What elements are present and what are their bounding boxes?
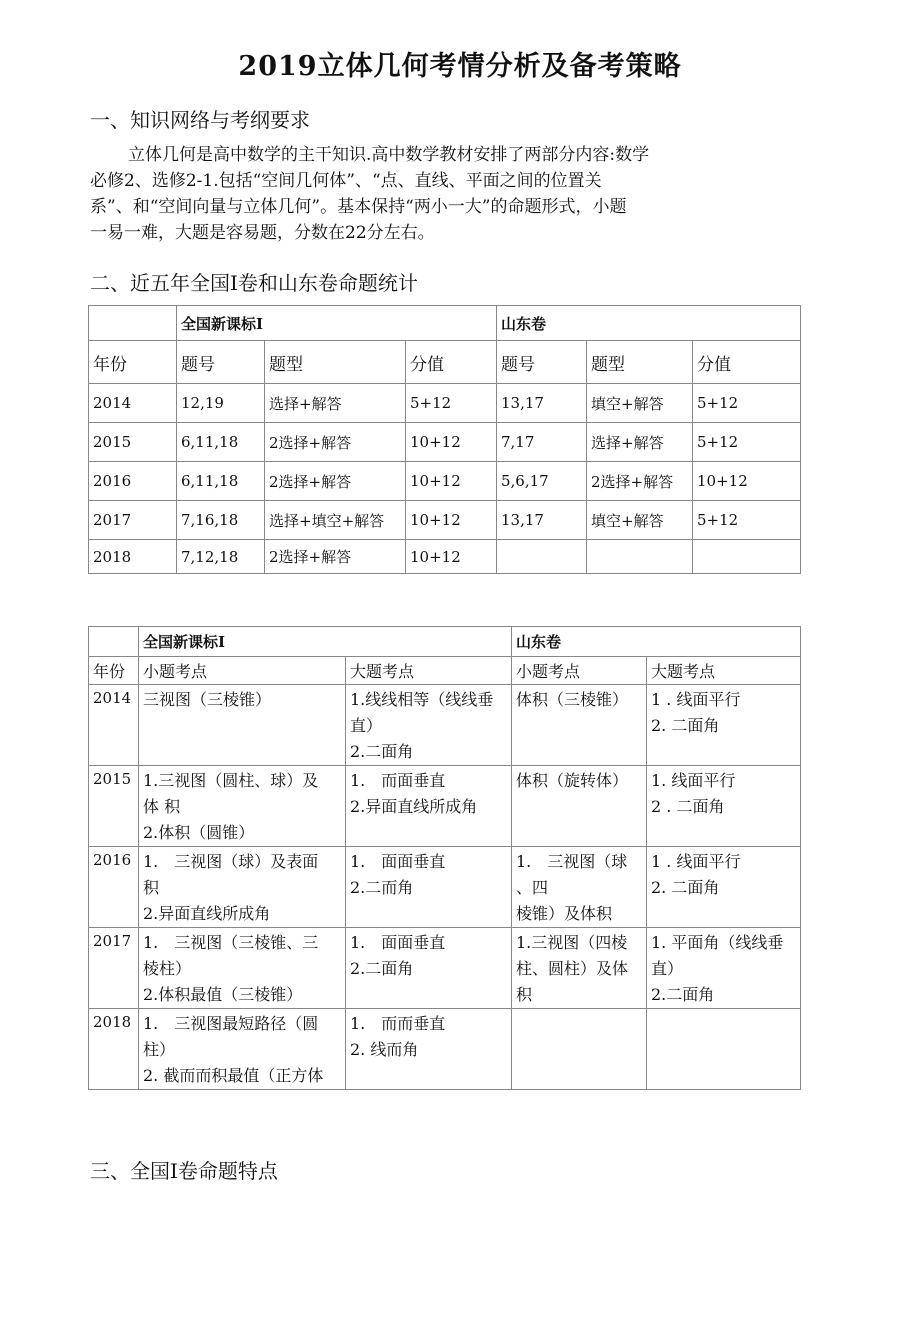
paragraph-line: 系”、和“空间向量与立体几何”。基本保持“两小一大”的命题形式，小题 (90, 197, 627, 217)
cell: 5+12 (693, 384, 801, 423)
cell-year: 2018 (89, 1009, 139, 1090)
col-year: 年份 (89, 341, 177, 384)
cell-line: 2.异面直线所成角 (350, 797, 478, 816)
cell-line: 2. 截而而积最值（正方体 (143, 1066, 324, 1085)
cell: 10+12 (406, 462, 497, 501)
cell-line: 棱柱） (143, 959, 192, 978)
cell-line: 直） (651, 959, 684, 978)
table-row (89, 685, 801, 766)
exam-statistics-table (88, 305, 801, 574)
page-title: 2019立体几何考情分析及备考策略 (238, 51, 682, 82)
cell-year: 2015 (89, 766, 139, 847)
cell: 10+12 (406, 423, 497, 462)
cell-line: 直） (350, 716, 383, 735)
cell: 5+12 (693, 423, 801, 462)
table-row (89, 1009, 801, 1090)
cell-nat-big (346, 1009, 512, 1090)
table-row (89, 928, 801, 1009)
col-big: 大题考点 (647, 657, 801, 685)
table-row (89, 462, 801, 501)
cell-line: 1.三视图（四棱 (516, 933, 628, 952)
cell-nat-big (346, 928, 512, 1009)
cell-sd-big (647, 766, 801, 847)
section-heading-3: 三、全国Ⅰ卷命题特点 (90, 1159, 278, 1183)
cell: 6,11,18 (177, 462, 265, 501)
cell: 10+12 (406, 501, 497, 540)
col-small: 小题考点 (512, 657, 647, 685)
cell: 填空+解答 (587, 501, 693, 540)
cell: 12,19 (177, 384, 265, 423)
cell-line: 1.三视图（圆柱、球）及 (143, 771, 319, 790)
cell: 5,6,17 (497, 462, 587, 501)
col-big: 大题考点 (346, 657, 512, 685)
cell-line: 2.体积最值（三棱锥） (143, 985, 303, 1004)
table-row (89, 384, 801, 423)
cell-line: 1.线线相等（线线垂 (350, 690, 494, 709)
cell-line: 体 积 (143, 797, 181, 816)
cell: 5+12 (406, 384, 497, 423)
cell-line: 1. 面面垂直 (350, 933, 446, 952)
topic-points-table (88, 626, 801, 1090)
col-qtype: 题型 (265, 341, 406, 384)
table-column-header-row (89, 341, 801, 384)
cell-year: 2016 (89, 847, 139, 928)
cell: 选择+解答 (587, 423, 693, 462)
cell-line: 2.二面角 (350, 742, 414, 761)
cell-sd-small (512, 1009, 647, 1090)
cell-nat-small (139, 766, 346, 847)
cell-line: 2. 线而角 (350, 1040, 419, 1059)
cell-line: 1. 而而垂直 (350, 1014, 446, 1033)
cell: 7,17 (497, 423, 587, 462)
table-column-header-row (89, 657, 801, 685)
cell-line: 1. 三视图（三棱锥、三 (143, 933, 319, 952)
col-small: 小题考点 (139, 657, 346, 685)
cell-line: 1. 线面平行 (651, 771, 736, 790)
cell: 10+12 (693, 462, 801, 501)
cell-year: 2015 (89, 423, 177, 462)
paragraph-line: 立体几何是高中数学的主干知识.高中数学教材安排了两部分内容:数学 (128, 145, 650, 165)
cell-line: 柱） (143, 1040, 176, 1059)
table-row (89, 847, 801, 928)
cell: 7,16,18 (177, 501, 265, 540)
cell-line: 积 (143, 878, 160, 897)
cell: 5+12 (693, 501, 801, 540)
cell (497, 540, 587, 574)
cell-line: 2.体积（圆锥） (143, 823, 255, 842)
cell: 2选择+解答 (265, 423, 406, 462)
cell-line: 棱锥）及体积 (516, 904, 613, 923)
cell-line: 2.二面角 (651, 985, 715, 1004)
cell: 2选择+解答 (587, 462, 693, 501)
table-row (89, 501, 801, 540)
cell-line: 1. 三视图（球）及表面 (143, 852, 319, 871)
cell: 13,17 (497, 501, 587, 540)
cell: 10+12 (406, 540, 497, 574)
cell-line: 1 . 线面平行 (651, 690, 741, 709)
cell-nat-small (139, 928, 346, 1009)
cell: 选择+解答 (265, 384, 406, 423)
cell-line: 体积（旋转体） (516, 771, 629, 790)
section-heading-1: 一、知识网络与考纲要求 (90, 108, 310, 132)
cell: 6,11,18 (177, 423, 265, 462)
paragraph-line: 必修2、选修2-1.包括“空间几何体”、“点、直线、平面之间的位置关 (90, 171, 602, 191)
cell-line: 1 . 线面平行 (651, 852, 741, 871)
cell-sd-big (647, 685, 801, 766)
cell-line: 1. 面面垂直 (350, 852, 446, 871)
col-score: 分值 (693, 341, 801, 384)
cell-sd-big (647, 847, 801, 928)
cell: 2选择+解答 (265, 540, 406, 574)
col-qtype: 题型 (587, 341, 693, 384)
cell (587, 540, 693, 574)
cell-line: 积 (516, 985, 533, 1004)
cell-line: 三视图（三棱锥） (143, 690, 272, 709)
cell-line: 2.异面直线所成角 (143, 904, 271, 923)
cell (693, 540, 801, 574)
cell-sd-big (647, 928, 801, 1009)
cell-year: 2014 (89, 384, 177, 423)
cell-line: 、四 (516, 878, 549, 897)
cell-nat-big (346, 685, 512, 766)
cell: 13,17 (497, 384, 587, 423)
cell-line: 体积（三棱锥） (516, 690, 629, 709)
cell-line: 2. 二面角 (651, 878, 720, 897)
cell-line: 1. 而面垂直 (350, 771, 446, 790)
cell: 选择+填空+解答 (265, 501, 406, 540)
table-row (89, 766, 801, 847)
cell-nat-small (139, 685, 346, 766)
cell: 填空+解答 (587, 384, 693, 423)
cell-line: 2.二面角 (350, 959, 414, 978)
col-score: 分值 (406, 341, 497, 384)
cell-sd-small (512, 847, 647, 928)
cell-line: 1. 平面角（线线垂 (651, 933, 784, 952)
col-qnum: 题号 (497, 341, 587, 384)
cell-year: 2016 (89, 462, 177, 501)
col-qnum: 题号 (177, 341, 265, 384)
col-year: 年份 (89, 657, 139, 685)
cell-sd-small (512, 685, 647, 766)
group-shandong: 山东卷 (497, 306, 801, 341)
cell-sd-small (512, 766, 647, 847)
cell: 7,12,18 (177, 540, 265, 574)
section-1-paragraph (90, 142, 750, 246)
paragraph-line: 一易一难，大题是容易题，分数在22分左右。 (90, 223, 435, 243)
group-shandong: 山东卷 (512, 627, 801, 657)
empty-cell (89, 627, 139, 657)
cell-nat-big (346, 847, 512, 928)
group-national: 全国新课标Ⅰ (139, 627, 512, 657)
table-row (89, 423, 801, 462)
cell-year: 2018 (89, 540, 177, 574)
group-national: 全国新课标Ⅰ (177, 306, 497, 341)
cell-line: 2. 二面角 (651, 716, 720, 735)
cell-line: 柱、圆柱）及体 (516, 959, 629, 978)
table-group-header-row (89, 627, 801, 657)
cell-nat-small (139, 847, 346, 928)
cell-line: 2.二而角 (350, 878, 414, 897)
cell-year: 2017 (89, 501, 177, 540)
cell-year: 2014 (89, 685, 139, 766)
cell-line: 2 . 二面角 (651, 797, 725, 816)
cell-line: 1. 三视图最短路径（圆 (143, 1014, 319, 1033)
empty-cell (89, 306, 177, 341)
table-row (89, 540, 801, 574)
cell-nat-small (139, 1009, 346, 1090)
cell: 2选择+解答 (265, 462, 406, 501)
section-heading-2: 二、近五年全国Ⅰ卷和山东卷命题统计 (90, 271, 418, 295)
table-group-header-row (89, 306, 801, 341)
cell-sd-big (647, 1009, 801, 1090)
cell-line: 1. 三视图（球 (516, 852, 628, 871)
cell-sd-small (512, 928, 647, 1009)
cell-year: 2017 (89, 928, 139, 1009)
cell-nat-big (346, 766, 512, 847)
